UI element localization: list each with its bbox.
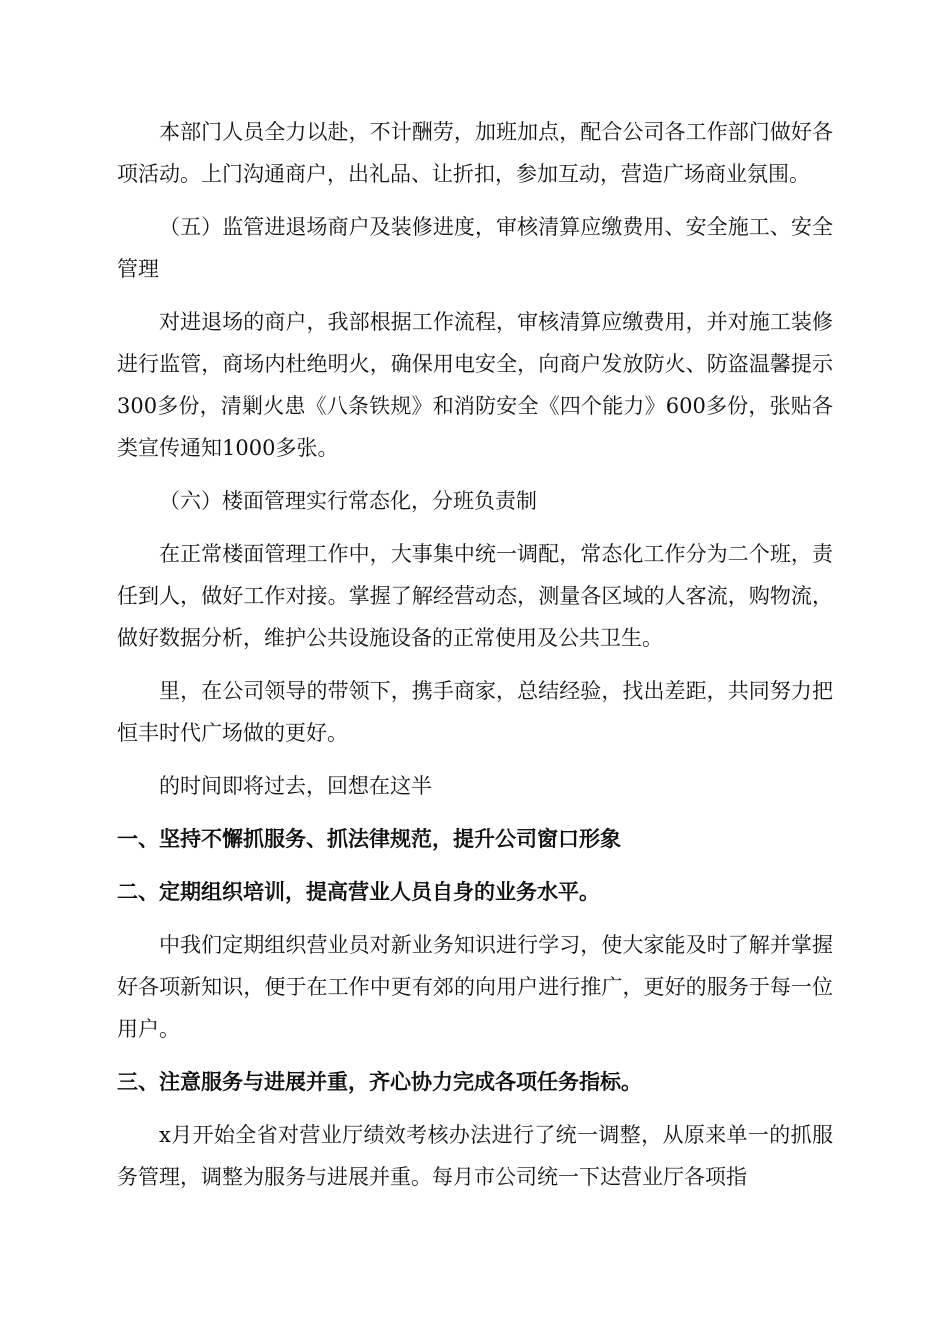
section-subtitle: （六）楼面管理实行常态化，分班负责制	[159, 489, 537, 513]
body-paragraph: 本部门人员全力以赴，不计酬劳，加班加点，配合公司各工作部门做好各项活动。上门沟通商户，出礼品、让折扣，参加互动，营造广场商业氛围。	[117, 120, 833, 186]
section-heading: 二、定期组织培训，提高营业人员自身的业务水平。	[117, 880, 600, 904]
body-paragraph: 对进退场的商户，我部根据工作流程，审核清算应缴费用，并对施工装修进行监管，商场内杜绝明火，确保用电安全，向商户发放防火、防盗温馨提示300多份，清剿火患《八条铁规》和消防安全《四个能力》600多份，张贴各类宣传通知1000多张。	[117, 310, 833, 460]
body-paragraph: x月开始全省对营业厅绩效考核办法进行了统一调整，从原来单一的抓服务管理，调整为服务与进展并重。每月市公司统一下达营业厅各项指	[117, 1123, 833, 1189]
section-subtitle: （五）监管进退场商户及装修进度，审核清算应缴费用、安全施工、安全管理	[117, 215, 833, 281]
section-heading: 一、坚持不懈抓服务、抓法律规范，提升公司窗口形象	[117, 827, 621, 851]
section-heading: 三、注意服务与进展并重，齐心协力完成各项任务指标。	[117, 1070, 642, 1094]
body-paragraph: 中我们定期组织营业员对新业务知识进行学习，使大家能及时了解并掌握好各项新知识，便于在工作中更有郊的向用户进行推广，更好的服务于每一位用户。	[117, 933, 833, 1041]
body-paragraph: 的时间即将过去，回想在这半	[159, 774, 432, 798]
body-paragraph: 在正常楼面管理工作中，大事集中统一调配，常态化工作分为二个班，责任到人，做好工作对接。掌握了解经营动态，测量各区域的人客流，购物流，做好数据分析，维护公共设施设备的正常使用及公共卫生。	[117, 542, 833, 650]
body-paragraph: 里，在公司领导的带领下，携手商家，总结经验，找出差距，共同努力把恒丰时代广场做的更好。	[117, 679, 833, 745]
